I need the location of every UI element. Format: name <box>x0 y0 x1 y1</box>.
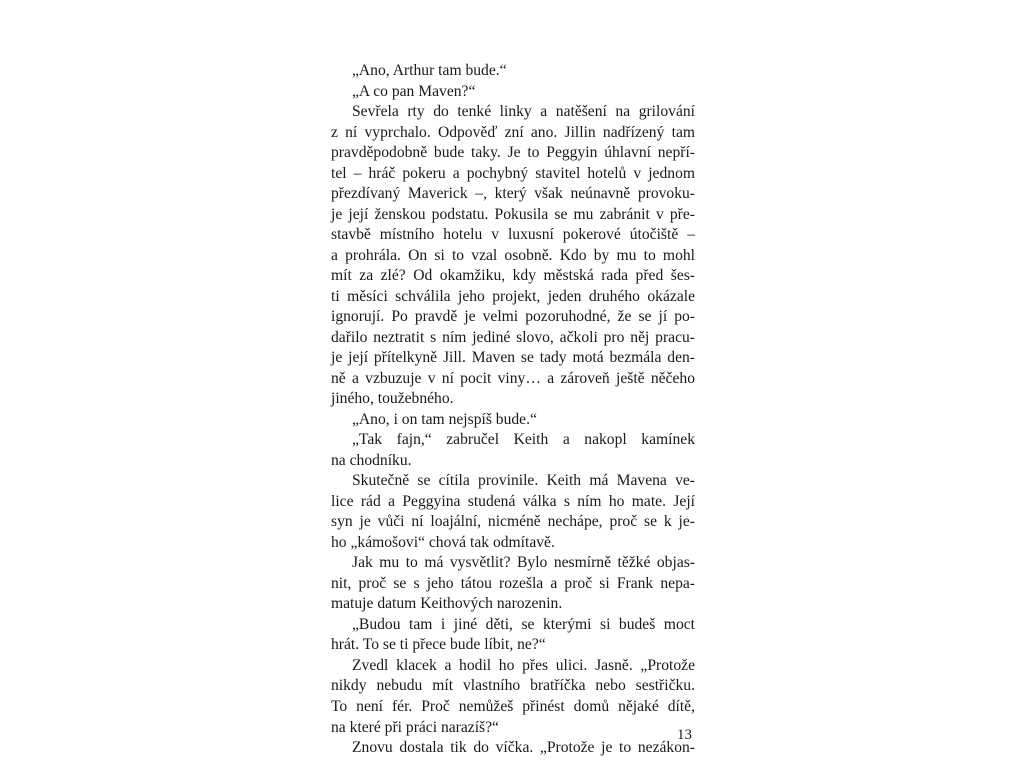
text-line: přezdívaný Maverick –, který však neúnavně provoku- <box>331 185 695 203</box>
text-line: Sevřela rty do tenké linky a natěšení na grilování <box>352 103 695 121</box>
text-line: jiného, toužebného. <box>331 390 454 408</box>
text-line: „Ano, i on tam nejspíš bude.“ <box>352 410 537 428</box>
text-line: pravděpodobně bude taky. Je to Peggyin úhlavní nepří- <box>331 144 695 162</box>
text-line: syn je vůči ní loajální, nicméně nechápe, proč se k je- <box>331 513 695 531</box>
text-line: na které při práci narazíš?“ <box>331 718 499 736</box>
text-line: a prohrála. On si to vzal osobně. Kdo by mu to mohl <box>331 246 695 264</box>
text-line: ti měsíci schválila jeho projekt, jeden druhého okázale <box>331 287 695 305</box>
text-line: je její přítelkyně Jill. Maven se tady motá bezmála den- <box>331 349 695 367</box>
body-text <box>331 61 695 759</box>
text-line: „Tak fajn,“ zabručel Keith a nakopl kamínek <box>352 431 695 449</box>
text-line: hrát. To se ti přece bude líbit, ne?“ <box>331 636 546 654</box>
page-number: 13 <box>677 727 692 743</box>
text-line: z ní vyprchalo. Odpověď zní ano. Jillin nadřízený tam <box>331 123 695 141</box>
text-line: na chodníku. <box>331 451 412 469</box>
text-line: Znovu dostala tik do víčka. „Protože je to nezákon- <box>352 739 695 757</box>
text-line: nit, proč se s jeho tátou rozešla a proč si Frank nepa- <box>331 574 695 592</box>
text-line: je její ženskou podstatu. Pokusila se mu zabránit v pře- <box>331 205 695 223</box>
text-line: „Budou tam i jiné děti, se kterými si budeš moct <box>352 615 695 633</box>
text-line: mít za zlé? Od okamžiku, kdy městská rada před šes- <box>331 267 695 285</box>
text-line: stavbě místního hotelu v luxusní pokerové útočiště – <box>331 226 695 244</box>
text-line: „A co pan Maven?“ <box>352 82 476 100</box>
text-line: ně a vzbuzuje v ní pocit viny… a zároveň ještě něčeho <box>331 369 695 387</box>
text-line: To není fér. Proč nemůžeš přinést domů nějaké dítě, <box>331 697 695 715</box>
text-line: dařilo neztratit s ním jediné slovo, ačkoli pro něj pracu- <box>331 328 695 346</box>
text-line: ignorují. Po pravdě je velmi pozoruhodné, že se jí po- <box>331 308 695 326</box>
text-line: lice rád a Peggyina studená válka s ním ho mate. Její <box>331 492 695 510</box>
text-line: Jak mu to má vysvětlit? Bylo nesmírně těžké objas- <box>352 554 695 572</box>
book-page <box>331 61 695 757</box>
text-line: „Ano, Arthur tam bude.“ <box>352 62 507 79</box>
text-line: Zvedl klacek a hodil ho přes ulici. Jasně. „Protože <box>352 656 695 674</box>
text-line: ho „kámošovi“ chová tak odmítavě. <box>331 533 555 551</box>
text-line: tel – hráč pokeru a pochybný stavitel hotelů v jednom <box>331 164 695 182</box>
text-line: nikdy nebudu mít vlastního bratříčka nebo sestřičku. <box>331 677 695 695</box>
text-line: Skutečně se cítila provinile. Keith má Mavena ve- <box>352 472 695 490</box>
text-line: matuje datum Keithových narozenin. <box>331 595 563 613</box>
